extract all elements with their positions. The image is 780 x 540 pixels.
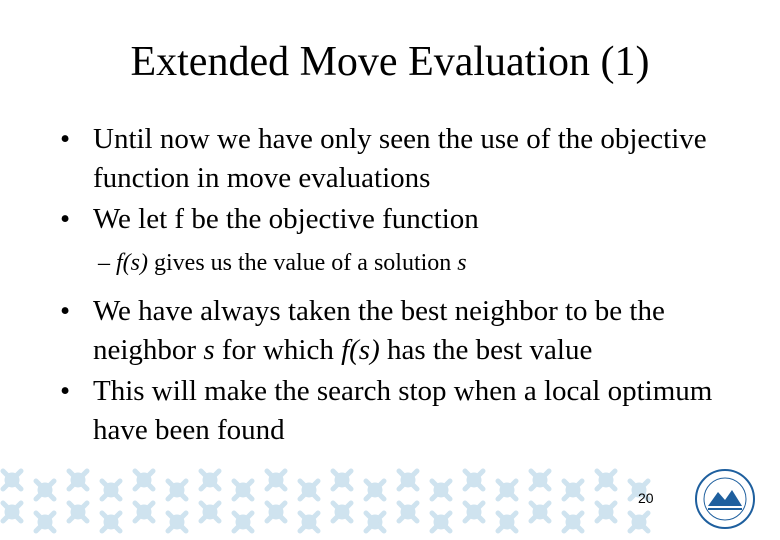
- bullet-3: [60, 292, 720, 370]
- bullet-text: Until now we have only seen the use of the objective function in move evaluations: [93, 123, 707, 194]
- bullet-text: We let f be the objective function: [93, 203, 479, 235]
- bullet-4: [60, 372, 720, 450]
- bullet-text: This will make the search stop when a local optimum have been found: [93, 375, 713, 446]
- bullet-1: [60, 120, 720, 198]
- sub-bullet-text: gives us the value of a solution: [148, 250, 458, 276]
- bullet-2: [60, 200, 720, 239]
- page-number: 20: [638, 490, 654, 506]
- bullet-dot: •: [60, 375, 71, 407]
- college-logo-icon: [694, 468, 756, 530]
- bullet-text: We have always taken the best neighbor to be the neighbor s for which f(s) has the best value: [93, 295, 665, 366]
- bullet-dot: •: [60, 295, 71, 327]
- slide-title: Extended Move Evaluation (1): [130, 39, 650, 85]
- sub-bullet: [98, 248, 698, 278]
- sub-bullet-variable: s: [457, 250, 467, 276]
- molecule-pattern-decoration: [0, 458, 680, 540]
- sub-bullet-formula: f(s): [116, 250, 148, 276]
- bullet-dot: •: [60, 123, 71, 155]
- bullet-dot: •: [60, 203, 71, 235]
- sub-bullet-dash: –: [98, 250, 110, 276]
